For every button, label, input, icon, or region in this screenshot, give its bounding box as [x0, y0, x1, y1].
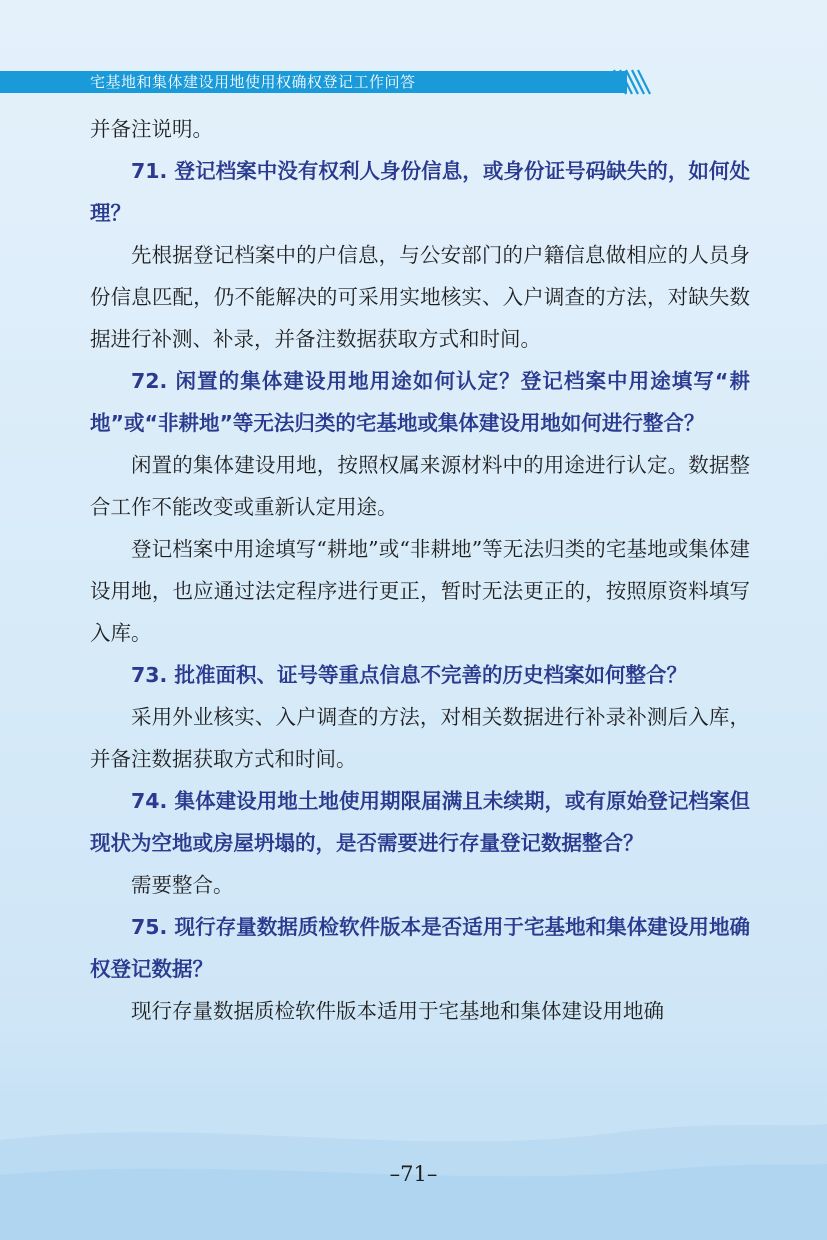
answer-paragraph: 并备注说明。 — [90, 117, 213, 141]
page-number: –71– — [389, 1162, 438, 1186]
answer-75: 现行存量数据质检软件版本适用于宅基地和集体建设用地确 — [131, 999, 664, 1023]
question-75: 75. 现行存量数据质检软件版本是否适用于宅基地和集体建设用地确权登记数据？ — [90, 915, 750, 981]
answer-72-part-2: 登记档案中用途填写“耕地”或“非耕地”等无法归类的宅基地或集体建设用地，也应通过法定程序进行更正，暂时无法更正的，按照原资料填写入库。 — [90, 537, 750, 645]
question-71: 71. 登记档案中没有权利人身份信息，或身份证号码缺失的，如何处理？ — [90, 159, 750, 225]
answer-71: 先根据登记档案中的户信息，与公安部门的户籍信息做相应的人员身份信息匹配，仍不能解决的可采用实地核实、入户调查的方法，对缺失数据进行补测、补录，并备注数据获取方式和时间。 — [90, 243, 750, 351]
decorative-wave — [0, 1080, 827, 1240]
question-73: 73. 批准面积、证号等重点信息不完善的历史档案如何整合？ — [131, 663, 687, 687]
page-content — [90, 108, 750, 1032]
answer-72-part-1: 闲置的集体建设用地，按照权属来源材料中的用途进行认定。数据整合工作不能改变或重新认定用途。 — [90, 453, 750, 519]
question-72: 72. 闲置的集体建设用地用途如何认定？登记档案中用途填写“耕地”或“非耕地”等无法归类的宅基地或集体建设用地如何进行整合？ — [90, 369, 750, 435]
running-header-title: 宅基地和集体建设用地使用权确权登记工作问答 — [90, 73, 416, 91]
answer-74: 需要整合。 — [131, 873, 234, 897]
answer-73: 采用外业核实、入户调查的方法，对相关数据进行补录补测后入库，并备注数据获取方式和时间。 — [90, 705, 750, 771]
question-74: 74. 集体建设用地土地使用期限届满且未续期，或有原始登记档案但现状为空地或房屋坍塌的，是否需要进行存量登记数据整合？ — [90, 789, 750, 855]
header-stripes-icon — [612, 68, 652, 96]
